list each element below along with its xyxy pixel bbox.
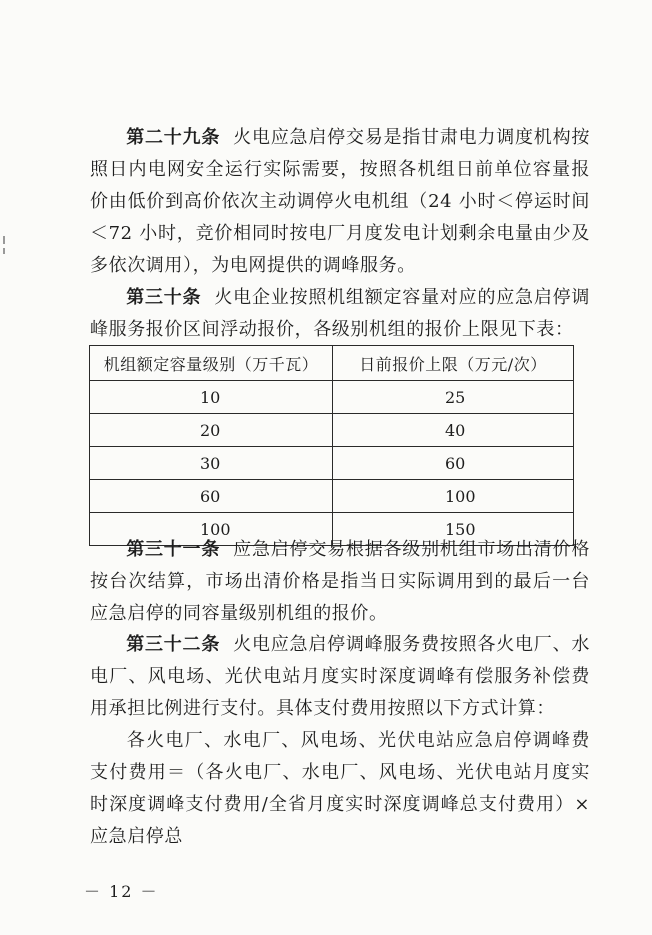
page-number: － 12 － (84, 882, 159, 901)
article-30-paragraph (90, 282, 590, 346)
capacity-cell: 20 (90, 414, 333, 447)
article-29-label: 第二十九条 (126, 127, 221, 148)
article-31-label: 第三十一条 (126, 539, 221, 560)
binding-mark-top (3, 236, 5, 244)
capacity-cell: 30 (90, 447, 333, 480)
table-row (90, 480, 574, 513)
table-header-row (90, 346, 574, 381)
table-row (90, 381, 574, 414)
price-limit-column-header: 日前报价上限（万元/次） (333, 346, 574, 381)
formula-paragraph (90, 725, 590, 853)
article-31-text: 应急启停交易根据各级别机组市场出清价格按台次结算，市场出清价格是指当日实际调用到的最后一台应急启停的同容量级别机组的报价。 (90, 539, 590, 624)
price-limit-cell: 25 (333, 381, 574, 414)
price-limit-table (89, 345, 574, 546)
capacity-column-header: 机组额定容量级别（万千瓦） (90, 346, 333, 381)
table-row (90, 447, 574, 480)
article-29-text: 火电应急启停交易是指甘肃电力调度机构按照日内电网安全运行实际需要，按照各机组日前单位容量报价由低价到高价依次主动调停火电机组（24 小时＜停运时间＜72 小时，竞价相同时按电厂月度发电计划剩余电量由少及多依次调用），为电网提供的调峰服务。 (90, 127, 590, 276)
article-31-paragraph (90, 534, 590, 630)
price-limit-cell: 40 (333, 414, 574, 447)
price-limit-cell: 60 (333, 447, 574, 480)
article-32-label: 第三十二条 (126, 634, 221, 655)
article-30-label: 第三十条 (126, 287, 202, 308)
article-32-paragraph (90, 629, 590, 725)
capacity-cell: 60 (90, 480, 333, 513)
price-limit-cell: 100 (333, 480, 574, 513)
capacity-cell: 100 (90, 513, 333, 546)
article-29-paragraph (90, 122, 590, 282)
formula-text: 各火电厂、水电厂、风电场、光伏电站应急启停调峰费支付费用＝（各火电厂、水电厂、风电场、光伏电站月度实时深度调峰支付费用/全省月度实时深度调峰总支付费用）×应急启停总 (90, 730, 590, 847)
table-row (90, 414, 574, 447)
article-32-text: 火电应急启停调峰服务费按照各火电厂、水电厂、风电场、光伏电站月度实时深度调峰有偿服务补偿费用承担比例进行支付。具体支付费用按照以下方式计算： (90, 634, 590, 719)
capacity-cell: 10 (90, 381, 333, 414)
article-30-text: 火电企业按照机组额定容量对应的应急启停调峰服务报价区间浮动报价，各级别机组的报价上限见下表： (90, 287, 590, 340)
price-limit-cell: 150 (333, 513, 574, 546)
binding-mark-bottom (3, 248, 5, 254)
